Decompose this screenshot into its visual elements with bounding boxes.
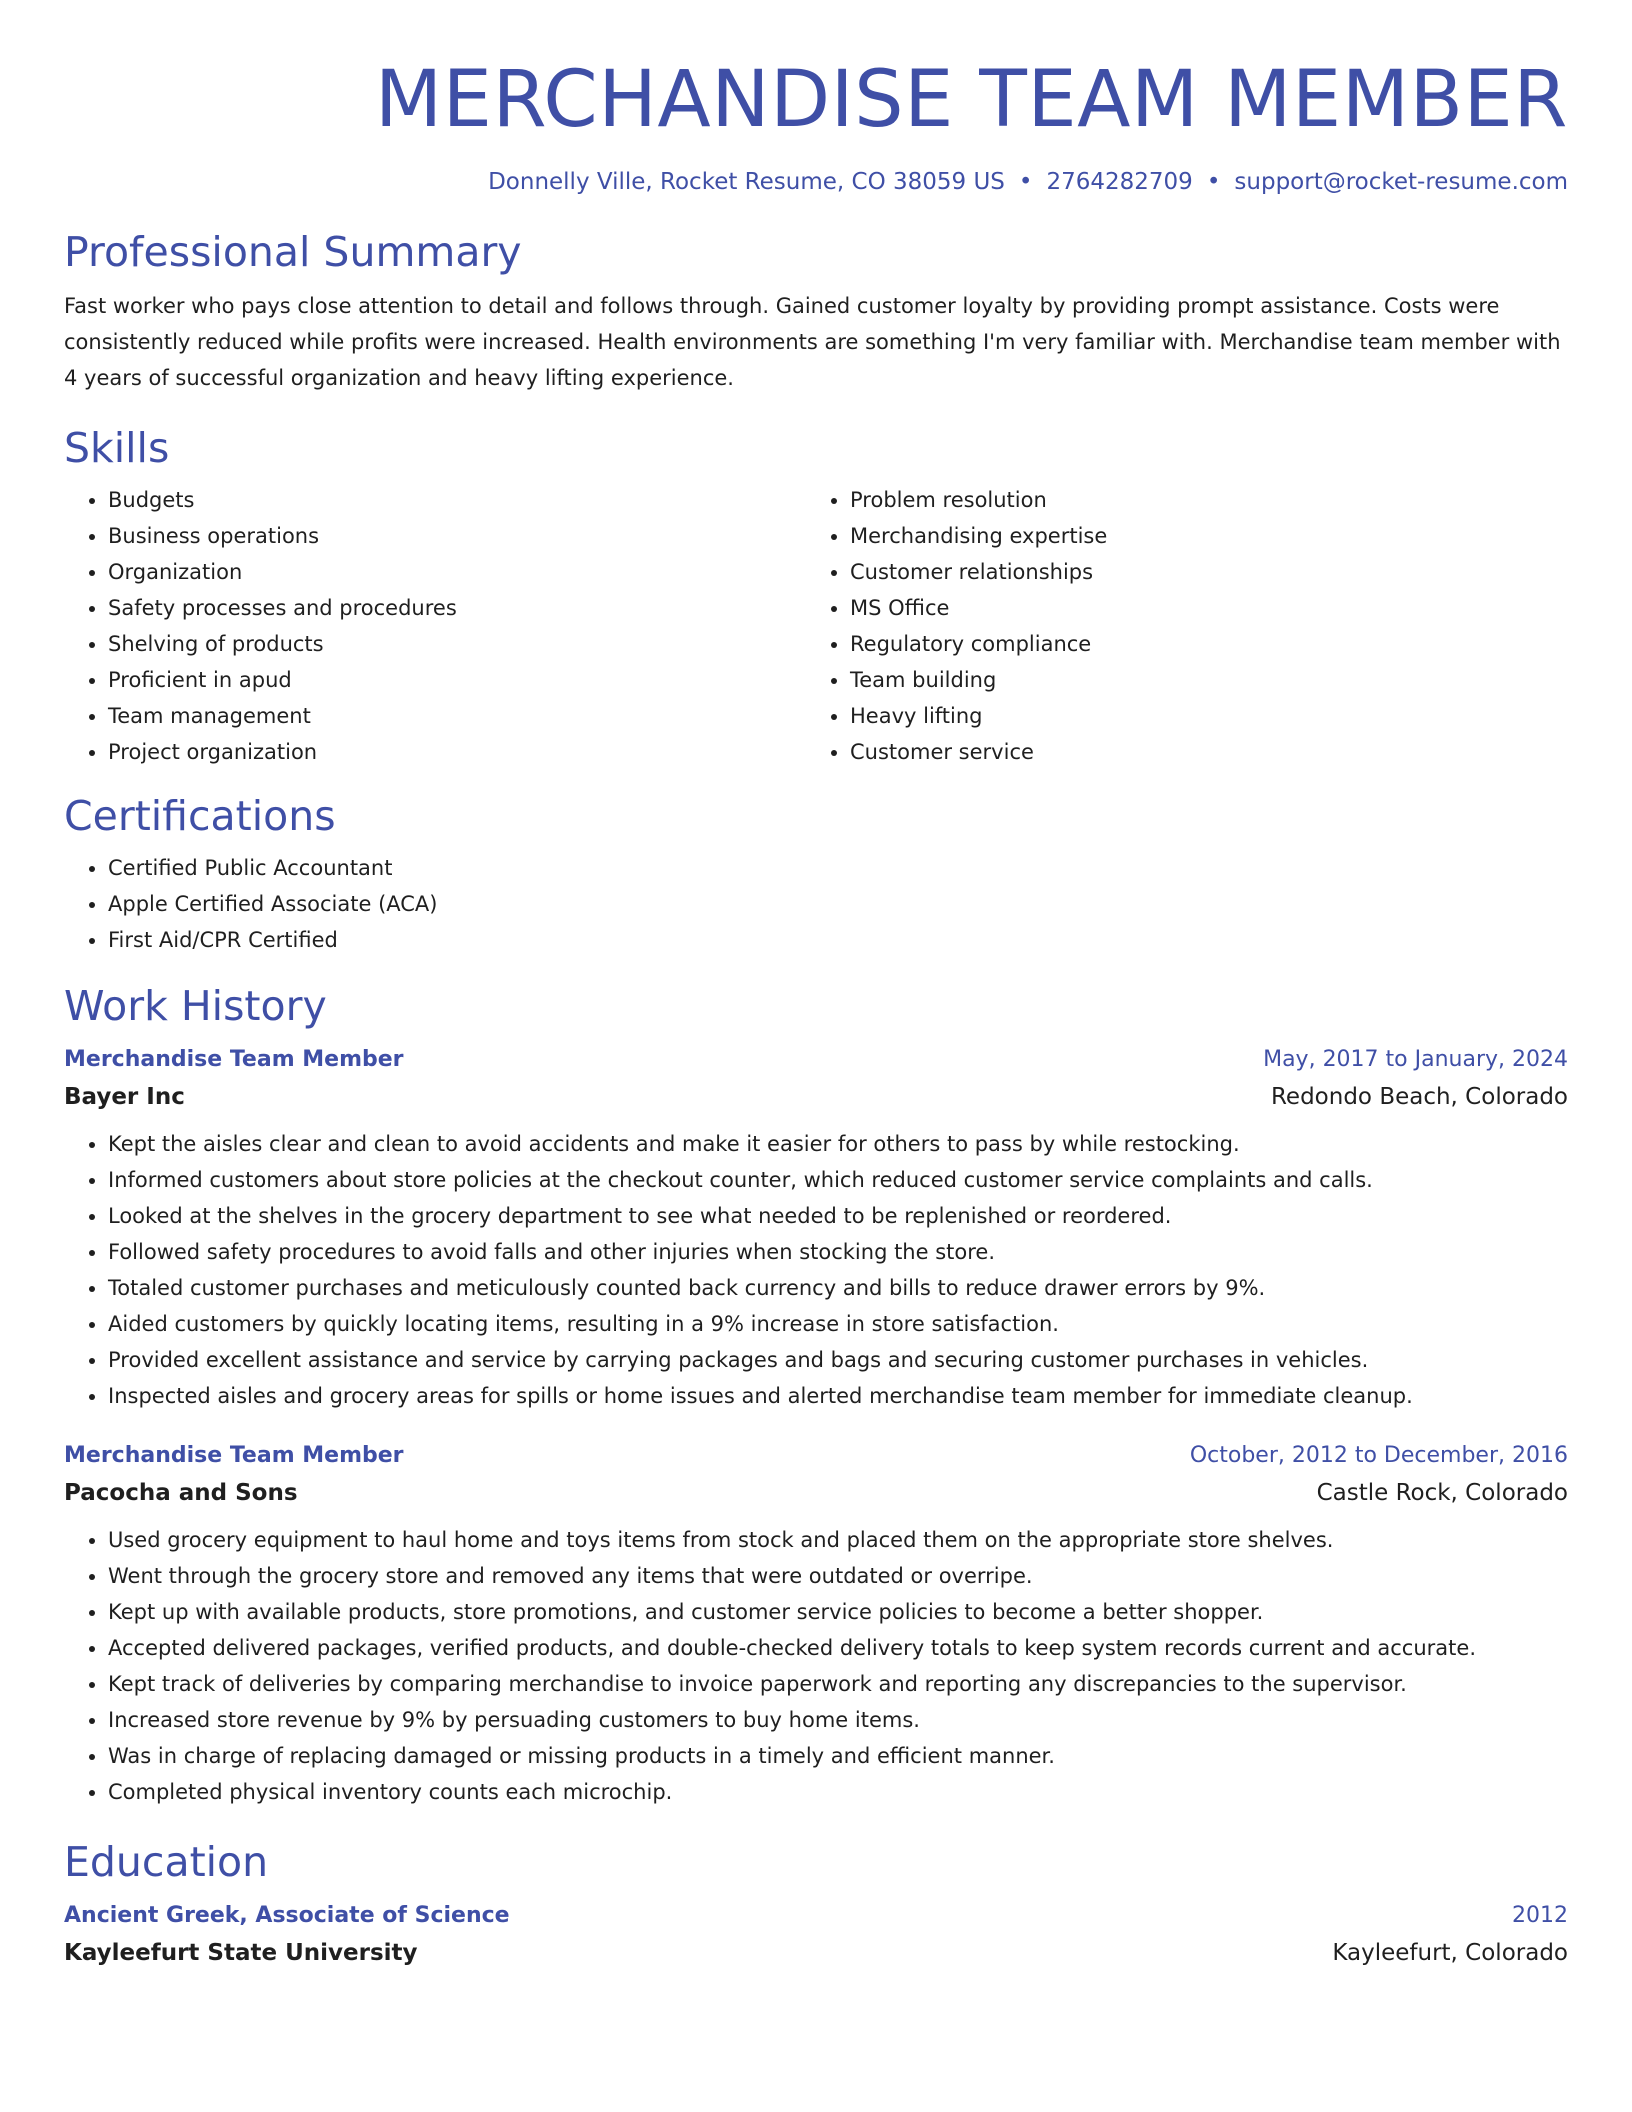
- list-item: • Customer service: [850, 734, 1548, 770]
- job-header: [64, 1042, 1568, 1078]
- skills-column-left: [64, 482, 806, 770]
- skills-list-left: [64, 482, 806, 770]
- resume-title: MERCHANDISE TEAM MEMBER: [374, 55, 1568, 145]
- job-bullets: [64, 1126, 1568, 1414]
- list-item: • Inspected aisles and grocery areas for spills or home issues and alerted merchandise team member for immediate cleanup.: [108, 1378, 1568, 1414]
- list-item: • Looked at the shelves in the grocery department to see what needed to be replenished or reordered.: [108, 1198, 1568, 1234]
- list-item: • Was in charge of replacing damaged or missing products in a timely and efficient manner.: [108, 1738, 1568, 1774]
- list-item: • MS Office: [850, 590, 1548, 626]
- job-company: Pacocha and Sons: [64, 1480, 298, 1506]
- job-title: Merchandise Team Member: [64, 1443, 404, 1468]
- skills-grid: [64, 482, 1568, 770]
- list-item: • Shelving of products: [108, 626, 806, 662]
- list-item: • Budgets: [108, 482, 806, 518]
- section-heading-work-history: Work History: [64, 982, 327, 1030]
- list-item: • Kept the aisles clear and clean to avoid accidents and make it easier for others to pass by while restocking.: [108, 1126, 1568, 1162]
- list-item: • Used grocery equipment to haul home and toys items from stock and placed them on the appropriate store shelves.: [108, 1522, 1568, 1558]
- job-entry: [64, 1438, 1568, 1810]
- contact-line: [64, 166, 1568, 198]
- education-year: 2012: [1512, 1903, 1568, 1928]
- skills-list-right: [806, 482, 1548, 770]
- list-item: • Customer relationships: [850, 554, 1548, 590]
- list-item: • Team management: [108, 698, 806, 734]
- section-heading-skills: Skills: [64, 424, 170, 472]
- list-item: • Went through the grocery store and removed any items that were outdated or overripe.: [108, 1558, 1568, 1594]
- list-item: • Certified Public Accountant: [108, 850, 1568, 886]
- contact-phone: 2764282709: [1046, 169, 1193, 195]
- list-item: • Kept up with available products, store promotions, and customer service policies to become a better shopper.: [108, 1594, 1568, 1630]
- contact-separator: •: [1206, 169, 1221, 195]
- contact-address: Donnelly Ville, Rocket Resume, CO 38059 US: [488, 169, 1005, 195]
- list-item: • Completed physical inventory counts each microchip.: [108, 1774, 1568, 1810]
- job-bullets: [64, 1522, 1568, 1810]
- list-item: • Business operations: [108, 518, 806, 554]
- education-school-row: [64, 1934, 1568, 1972]
- list-item: • Apple Certified Associate (ACA): [108, 886, 1568, 922]
- education-header: [64, 1898, 1568, 1934]
- list-item: • Informed customers about store policies at the checkout counter, which reduced customer service complaints and calls.: [108, 1162, 1568, 1198]
- list-item: • Regulatory compliance: [850, 626, 1548, 662]
- education-entry: [64, 1898, 1568, 1972]
- list-item: • Kept track of deliveries by comparing merchandise to invoice paperwork and reporting any discrepancies to the supervisor.: [108, 1666, 1568, 1702]
- education-school: Kayleefurt State University: [64, 1940, 418, 1966]
- contact-separator: •: [1018, 169, 1033, 195]
- certifications-list: [64, 850, 1568, 958]
- list-item: • Problem resolution: [850, 482, 1548, 518]
- section-heading-education: Education: [64, 1838, 269, 1886]
- job-location: Redondo Beach, Colorado: [1270, 1084, 1568, 1110]
- list-item: • Accepted delivered packages, verified products, and double-checked delivery totals to keep system records current and accurate.: [108, 1630, 1568, 1666]
- education-degree: Ancient Greek, Associate of Science: [64, 1903, 510, 1928]
- list-item: • Aided customers by quickly locating items, resulting in a 9% increase in store satisfaction.: [108, 1306, 1568, 1342]
- list-item: • First Aid/CPR Certified: [108, 922, 1568, 958]
- job-company-row: [64, 1474, 1568, 1512]
- section-heading-certifications: Certifications: [64, 792, 336, 840]
- job-header: [64, 1438, 1568, 1474]
- list-item: • Safety processes and procedures: [108, 590, 806, 626]
- job-title: Merchandise Team Member: [64, 1047, 404, 1072]
- education-location: Kayleefurt, Colorado: [1332, 1940, 1568, 1966]
- list-item: • Totaled customer purchases and meticulously counted back currency and bills to reduce drawer errors by 9%.: [108, 1270, 1568, 1306]
- contact-email: support@rocket-resume.com: [1234, 169, 1568, 195]
- summary-text: Fast worker who pays close attention to detail and follows through. Gained customer loyalty by providing prompt assistance. Costs were consistently reduced while profits were increased. Health environments are something I'm very familiar with. Merchandise team member with 4 years of successful organization and heavy lifting experience.: [64, 294, 1561, 390]
- job-entry: [64, 1042, 1568, 1414]
- job-company: Bayer Inc: [64, 1084, 185, 1110]
- list-item: • Heavy lifting: [850, 698, 1548, 734]
- list-item: • Increased store revenue by 9% by persuading customers to buy home items.: [108, 1702, 1568, 1738]
- job-dates: October, 2012 to December, 2016: [1189, 1443, 1568, 1468]
- job-company-row: [64, 1078, 1568, 1116]
- section-heading-summary: Professional Summary: [64, 228, 522, 276]
- list-item: • Provided excellent assistance and service by carrying packages and bags and securing customer purchases in vehicles.: [108, 1342, 1568, 1378]
- list-item: • Proficient in apud: [108, 662, 806, 698]
- list-item: • Followed safety procedures to avoid falls and other injuries when stocking the store.: [108, 1234, 1568, 1270]
- list-item: • Organization: [108, 554, 806, 590]
- job-dates: May, 2017 to January, 2024: [1263, 1047, 1568, 1072]
- list-item: • Project organization: [108, 734, 806, 770]
- list-item: • Team building: [850, 662, 1548, 698]
- list-item: • Merchandising expertise: [850, 518, 1548, 554]
- job-location: Castle Rock, Colorado: [1316, 1480, 1568, 1506]
- skills-column-right: [806, 482, 1548, 770]
